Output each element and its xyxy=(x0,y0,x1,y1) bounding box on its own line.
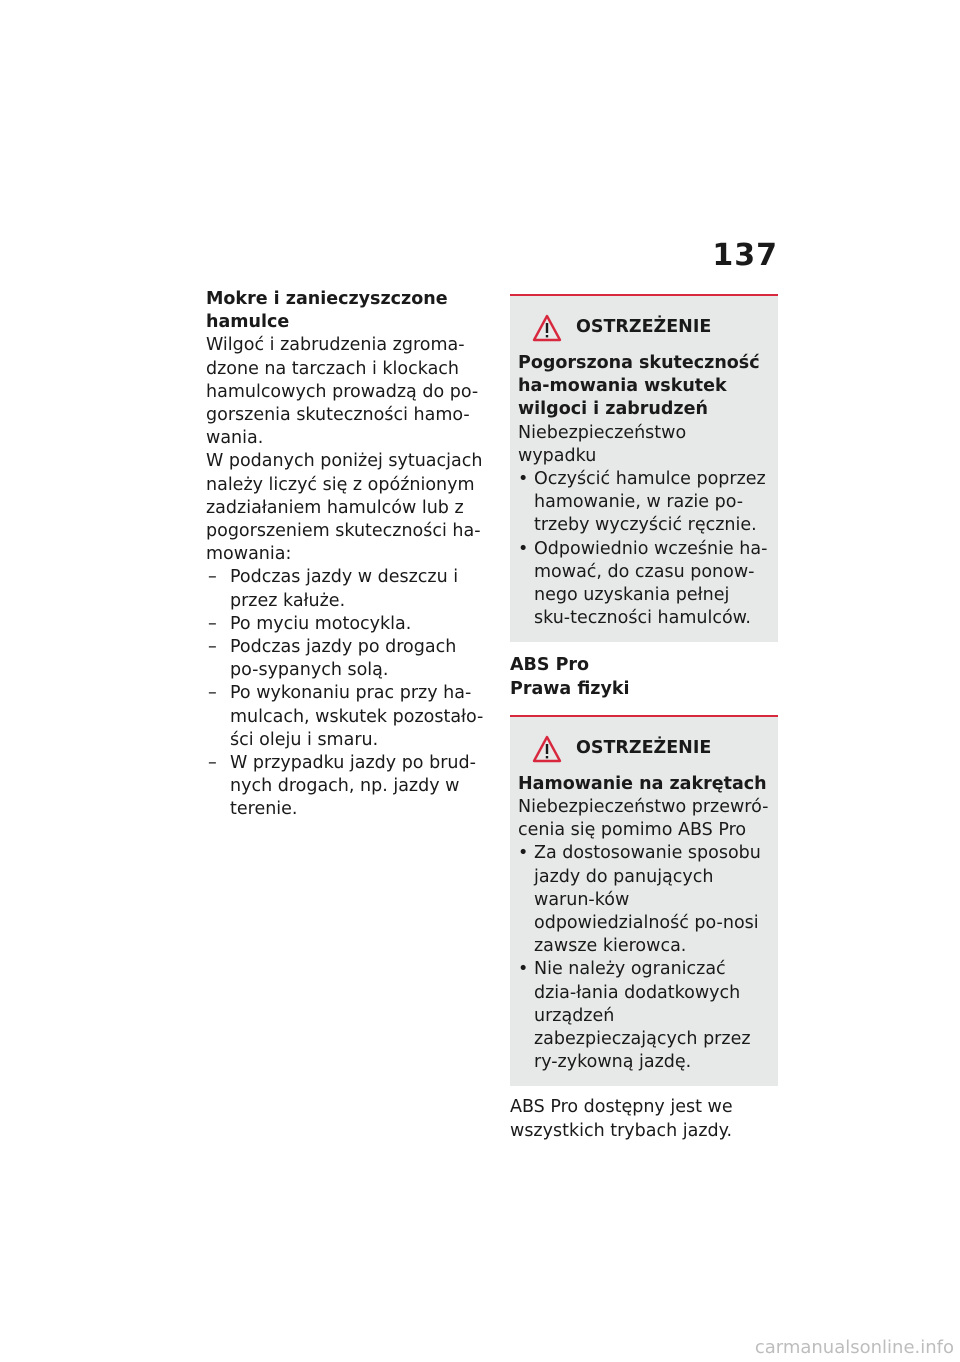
warning-box xyxy=(510,715,778,1087)
warning-title: Hamowanie na zakrętach xyxy=(518,773,767,794)
right-column xyxy=(510,294,778,1143)
paragraph: Wilgoć i zabrudzenia zgroma-dzone na tarczach i klockach hamulcowych prowadzą do po-gorszenia skuteczności hamo-wania. xyxy=(206,335,479,449)
warning-label: OSTRZEŻENIE xyxy=(576,738,712,759)
warning-header xyxy=(518,314,770,342)
page-number: 137 xyxy=(712,238,778,273)
list-item: – Podczas jazdy po drogach po-sypanych solą. xyxy=(206,636,488,682)
section-heading: ABS Pro xyxy=(510,655,590,676)
watermark: carmanualsonline.info xyxy=(754,1337,954,1358)
section-heading: Mokre i zanieczyszczone hamulce xyxy=(206,289,448,333)
warning-list xyxy=(518,468,770,630)
list-item: – W przypadku jazdy po brud-nych drogach, np. jazdy w terenie. xyxy=(206,752,488,822)
warning-title: Pogorszona skuteczność ha-mowania wskutek wilgoci i zabrudzeń xyxy=(518,353,760,420)
list-item: • Odpowiednio wcześnie ha-mować, do czasu ponow-nego uzyskania pełnej sku-teczności hamulców. xyxy=(518,538,770,631)
list-item: – Po wykonaniu prac przy ha-mulcach, wskutek pozostało-ści oleju i smaru. xyxy=(206,682,488,752)
warning-triangle-icon xyxy=(532,314,562,342)
list-item: – Po myciu motocykla. xyxy=(206,613,488,636)
left-column xyxy=(206,288,488,822)
situation-list xyxy=(206,566,488,821)
list-item: • Oczyścić hamulce poprzez hamowanie, w razie po-trzeby wyczyścić ręcznie. xyxy=(518,468,770,538)
warning-subtitle: Niebezpieczeństwo przewró-cenia się pomimo ABS Pro xyxy=(518,797,769,841)
paragraph: W podanych poniżej sytuacjach należy liczyć się z opóźnionym zadziałaniem hamulców lub z pogorszeniem skuteczności ha-mowania: xyxy=(206,451,483,565)
warning-box xyxy=(510,294,778,642)
section-subheading: Prawa fizyki xyxy=(510,678,630,699)
list-item: • Za dostosowanie sposobu jazdy do panujących warun-ków odpowiedzialność po-nosi zawsze kierowca. xyxy=(518,842,770,958)
list-item: – Podczas jazdy w deszczu i przez kałuże. xyxy=(206,566,488,612)
list-item: • Nie należy ograniczać dzia-łania dodatkowych urządzeń zabezpieczających przez ry-zykowną jazdę. xyxy=(518,958,770,1074)
warning-header xyxy=(518,735,770,763)
warning-list xyxy=(518,842,770,1074)
paragraph: ABS Pro dostępny jest we wszystkich trybach jazdy. xyxy=(510,1097,733,1141)
warning-subtitle: Niebezpieczeństwo wypadku xyxy=(518,422,687,466)
warning-triangle-icon xyxy=(532,735,562,763)
warning-label: OSTRZEŻENIE xyxy=(576,317,712,338)
